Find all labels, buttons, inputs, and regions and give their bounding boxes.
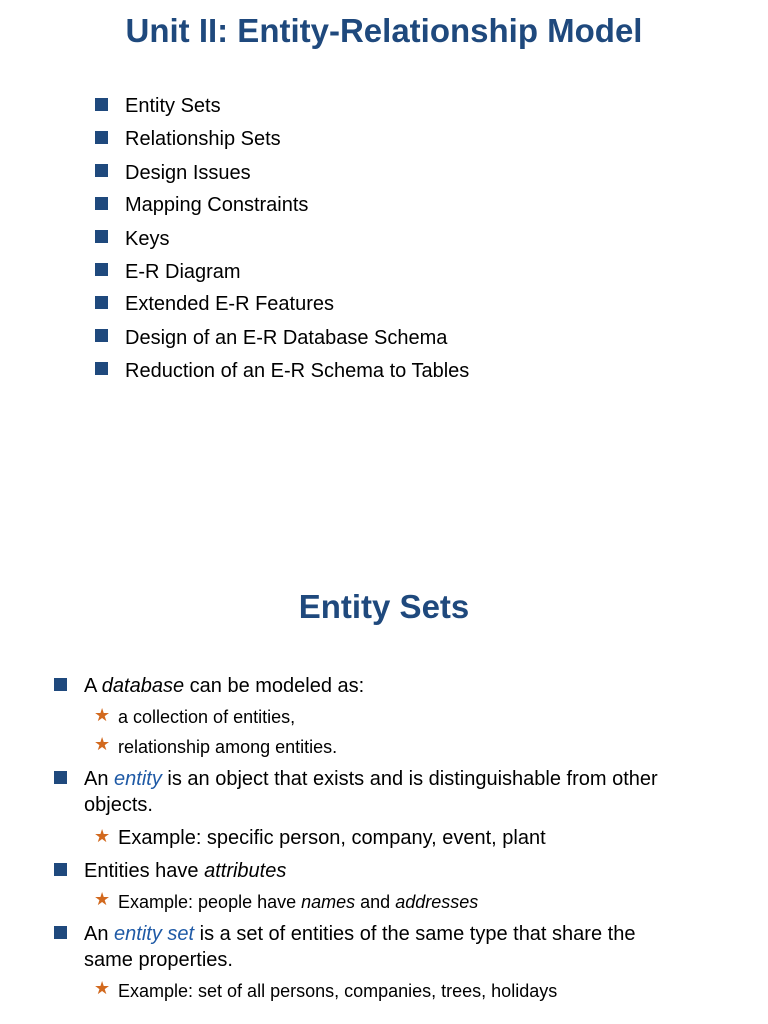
bullet-square-icon bbox=[95, 164, 108, 177]
term-addresses: addresses bbox=[395, 892, 479, 912]
slide-title-entity-sets: Entity Sets bbox=[298, 588, 470, 625]
bullet-entity-set-line2: same properties. bbox=[84, 949, 233, 971]
bullet-entity bbox=[84, 768, 658, 791]
text-fragment: is a set of entities of the same type that share the bbox=[194, 923, 636, 945]
text-fragment: and bbox=[355, 892, 396, 912]
bullet-square-icon bbox=[95, 230, 108, 243]
star-bullet-icon: ★ bbox=[94, 826, 111, 846]
topic-item: Keys bbox=[125, 228, 170, 250]
bullet-attributes bbox=[84, 860, 286, 883]
topic-item: Mapping Constraints bbox=[125, 194, 309, 216]
text-fragment: Example: people have bbox=[118, 892, 302, 912]
topic-item: Extended E-R Features bbox=[125, 293, 334, 315]
bullet-entity-set bbox=[84, 923, 635, 946]
text-fragment: Entities have bbox=[84, 860, 205, 882]
star-bullet-icon: ★ bbox=[94, 978, 111, 998]
bullet-square-icon bbox=[95, 197, 108, 210]
bullet-database bbox=[84, 675, 364, 698]
bullet-square-icon bbox=[95, 296, 108, 309]
bullet-entity-line2: objects. bbox=[84, 794, 153, 816]
sub-item: a collection of entities, bbox=[118, 707, 296, 727]
sub-item: Example: specific person, company, event, plant bbox=[118, 827, 546, 849]
bullet-square-icon bbox=[95, 263, 108, 276]
slide-title-unit: Unit II: Entity-Relationship Model bbox=[125, 12, 643, 49]
bullet-square-icon bbox=[95, 98, 108, 111]
sub-item: Example: set of all persons, companies, trees, holidays bbox=[118, 981, 558, 1001]
bullet-square-icon bbox=[95, 131, 108, 144]
star-bullet-icon: ★ bbox=[94, 889, 111, 909]
term-entity-set: entity set bbox=[114, 923, 195, 945]
topic-item: E-R Diagram bbox=[125, 261, 241, 283]
topic-item: Relationship Sets bbox=[125, 128, 281, 150]
text-fragment: An bbox=[84, 923, 115, 945]
bullet-square-icon bbox=[54, 863, 67, 876]
term-entity: entity bbox=[114, 768, 162, 790]
topic-item: Entity Sets bbox=[125, 95, 221, 117]
text-fragment: A bbox=[84, 675, 102, 697]
bullet-square-icon bbox=[54, 678, 67, 691]
bullet-square-icon bbox=[95, 329, 108, 342]
bullet-square-icon bbox=[54, 771, 67, 784]
sub-item bbox=[118, 891, 478, 913]
sub-item: relationship among entities. bbox=[118, 737, 338, 757]
topic-item: Reduction of an E-R Schema to Tables bbox=[125, 360, 470, 382]
text-fragment: is an object that exists and is distinguishable from other bbox=[161, 768, 658, 790]
topic-item: Design of an E-R Database Schema bbox=[125, 327, 448, 349]
text-fragment: can be modeled as: bbox=[184, 675, 365, 697]
term-attributes: attributes bbox=[204, 860, 287, 882]
bullet-square-icon bbox=[54, 926, 67, 939]
term-names: names bbox=[301, 892, 356, 912]
term-database: database bbox=[101, 675, 185, 697]
star-bullet-icon: ★ bbox=[94, 705, 111, 725]
bullet-square-icon bbox=[95, 362, 108, 375]
text-fragment: An bbox=[84, 768, 115, 790]
star-bullet-icon: ★ bbox=[94, 734, 111, 754]
topic-item: Design Issues bbox=[125, 162, 251, 184]
